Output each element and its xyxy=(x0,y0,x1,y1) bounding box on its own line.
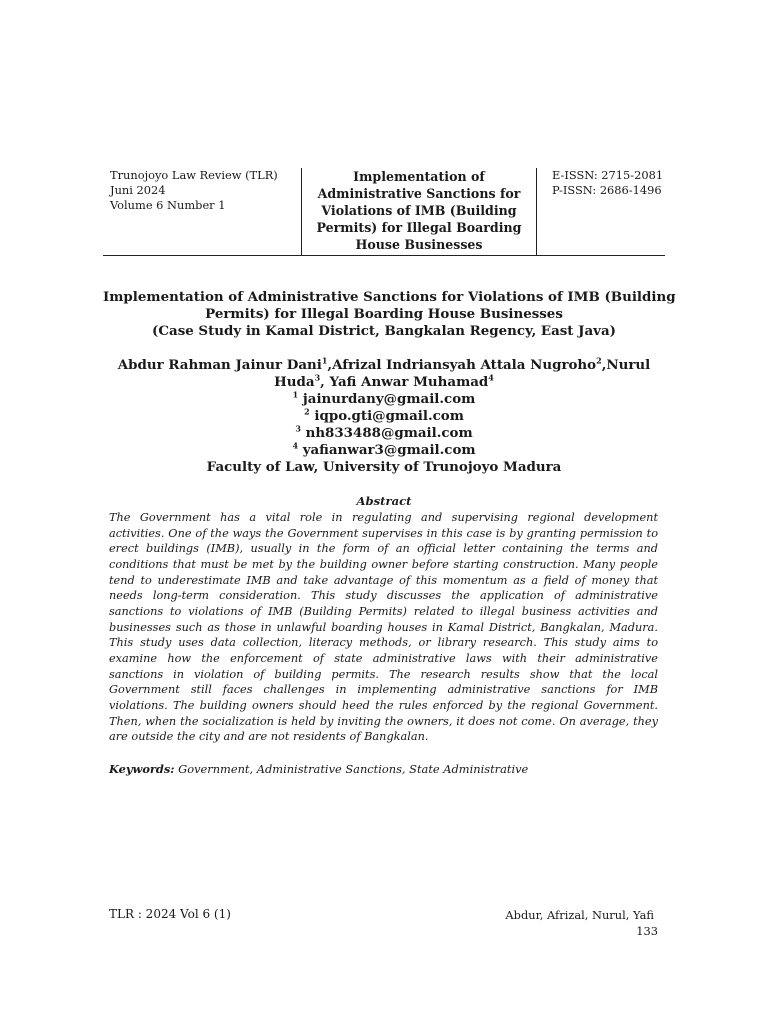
e-issn: E-ISSN: 2715-2081 xyxy=(552,168,664,182)
author-email xyxy=(103,391,665,408)
footer-citation: TLR : 2024 Vol 6 (1) xyxy=(109,907,231,921)
abstract-line: conditions that must be met by the building owner before starting construction. Many people xyxy=(109,557,658,571)
running-title-line: Violations of IMB (Building xyxy=(321,203,517,218)
author-sup: 2 xyxy=(596,355,602,366)
abstract-line: Then, when the socialization is held by inviting the owners, it does not come. On average, they xyxy=(109,714,658,728)
running-title-line: Implementation of xyxy=(353,169,485,184)
p-issn: P-ISSN: 2686-1496 xyxy=(552,183,662,197)
abstract-line: tend to underestimate IMB and take advantage of this momentum as a field of money that xyxy=(109,573,658,587)
abstract-line: sanctions to violations of IMB (Building Permits) related to illegal business activities and xyxy=(109,604,658,618)
abstract-line: Government still faces challenges in implementing administrative sanctions for IMB xyxy=(109,683,658,697)
keywords-label: Keywords: xyxy=(109,762,175,776)
running-title-line: House Businesses xyxy=(355,237,483,252)
abstract-line: violations. The building owners should heed the rules enforced by the regional Government. xyxy=(109,698,658,712)
page-number: 133 xyxy=(636,924,658,938)
journal-info xyxy=(110,168,300,213)
affiliation: Faculty of Law, University of Trunojoyo Madura xyxy=(206,459,562,475)
abstract-line: businesses such as those in unlawful boarding houses in Kamal District, Bangkalan, Madura. xyxy=(109,620,658,634)
footer-authors: Abdur, Afrizal, Nurul, Yafi xyxy=(505,908,654,922)
issue-date: Juni 2024 xyxy=(110,183,166,197)
abstract-line: erect buildings (IMB), usually in the form of an official letter containing the terms and xyxy=(109,542,658,556)
issn-info xyxy=(552,168,664,198)
paper-subtitle: (Case Study in Kamal District, Bangkalan Regency, East Java) xyxy=(152,323,616,339)
journal-name: Trunojoyo Law Review (TLR) xyxy=(110,168,278,182)
author-email xyxy=(103,408,665,425)
author-line-1 xyxy=(103,357,665,374)
abstract-line: activities. One of the ways the Government supervises in this case is by granting permission to xyxy=(109,526,658,540)
email-sup: 1 xyxy=(292,389,299,400)
author-name: ,Afrizal Indriansyah Attala Nugroho xyxy=(327,357,597,373)
author-block xyxy=(103,357,665,476)
email-address: jainurdany@gmail.com xyxy=(302,391,476,407)
author-name: ,Nurul xyxy=(601,357,651,373)
abstract-line: sanctions in violation of building permits. The research results show that the local xyxy=(109,667,658,681)
keywords xyxy=(109,762,658,777)
keywords-text: Government, Administrative Sanctions, State Administrative xyxy=(174,762,529,776)
email-address: nh833488@gmail.com xyxy=(305,425,473,441)
author-email xyxy=(103,442,665,459)
email-address: yafianwar3@gmail.com xyxy=(302,442,476,458)
abstract-line: The Government has a vital role in regulating and supervising regional development xyxy=(109,511,658,524)
email-sup: 3 xyxy=(295,423,301,434)
abstract-heading: Abstract xyxy=(356,494,412,508)
running-title-line: Permits) for Illegal Boarding xyxy=(316,220,522,235)
footer-right xyxy=(460,907,658,939)
author-email xyxy=(103,425,665,442)
author-sup: 4 xyxy=(488,372,494,383)
paper-title-line: Implementation of Administrative Sanctions for Violations of IMB (Building xyxy=(103,289,676,305)
email-sup: 4 xyxy=(292,440,299,451)
abstract-line: are outside the city and are not residents of Bangkalan. xyxy=(109,730,429,744)
abstract-line: examine how the enforcement of state administrative laws with their administrative xyxy=(109,651,658,665)
email-sup: 2 xyxy=(304,406,310,417)
author-name: Huda xyxy=(274,374,315,390)
email-address: iqpo.gti@gmail.com xyxy=(314,408,464,424)
paper-title-line: Permits) for Illegal Boarding House Businesses xyxy=(205,306,563,322)
abstract-line: needs long-term consideration. This study discusses the application of administrative xyxy=(109,589,658,603)
abstract-body xyxy=(109,510,658,745)
author-sup: 3 xyxy=(314,372,321,383)
running-title xyxy=(301,168,537,255)
paper-title xyxy=(103,289,676,340)
author-name: Abdur Rahman Jainur Dani xyxy=(117,357,322,373)
running-title-line: Administrative Sanctions for xyxy=(317,186,521,201)
author-line-2 xyxy=(103,374,665,391)
journal-header xyxy=(103,168,665,256)
author-sup: 1 xyxy=(321,355,328,366)
abstract-line: This study uses data collection, literacy methods, or library research. This study aims to xyxy=(109,636,658,650)
author-name: , Yafi Anwar Muhamad xyxy=(320,374,489,390)
volume-number: Volume 6 Number 1 xyxy=(110,198,226,212)
